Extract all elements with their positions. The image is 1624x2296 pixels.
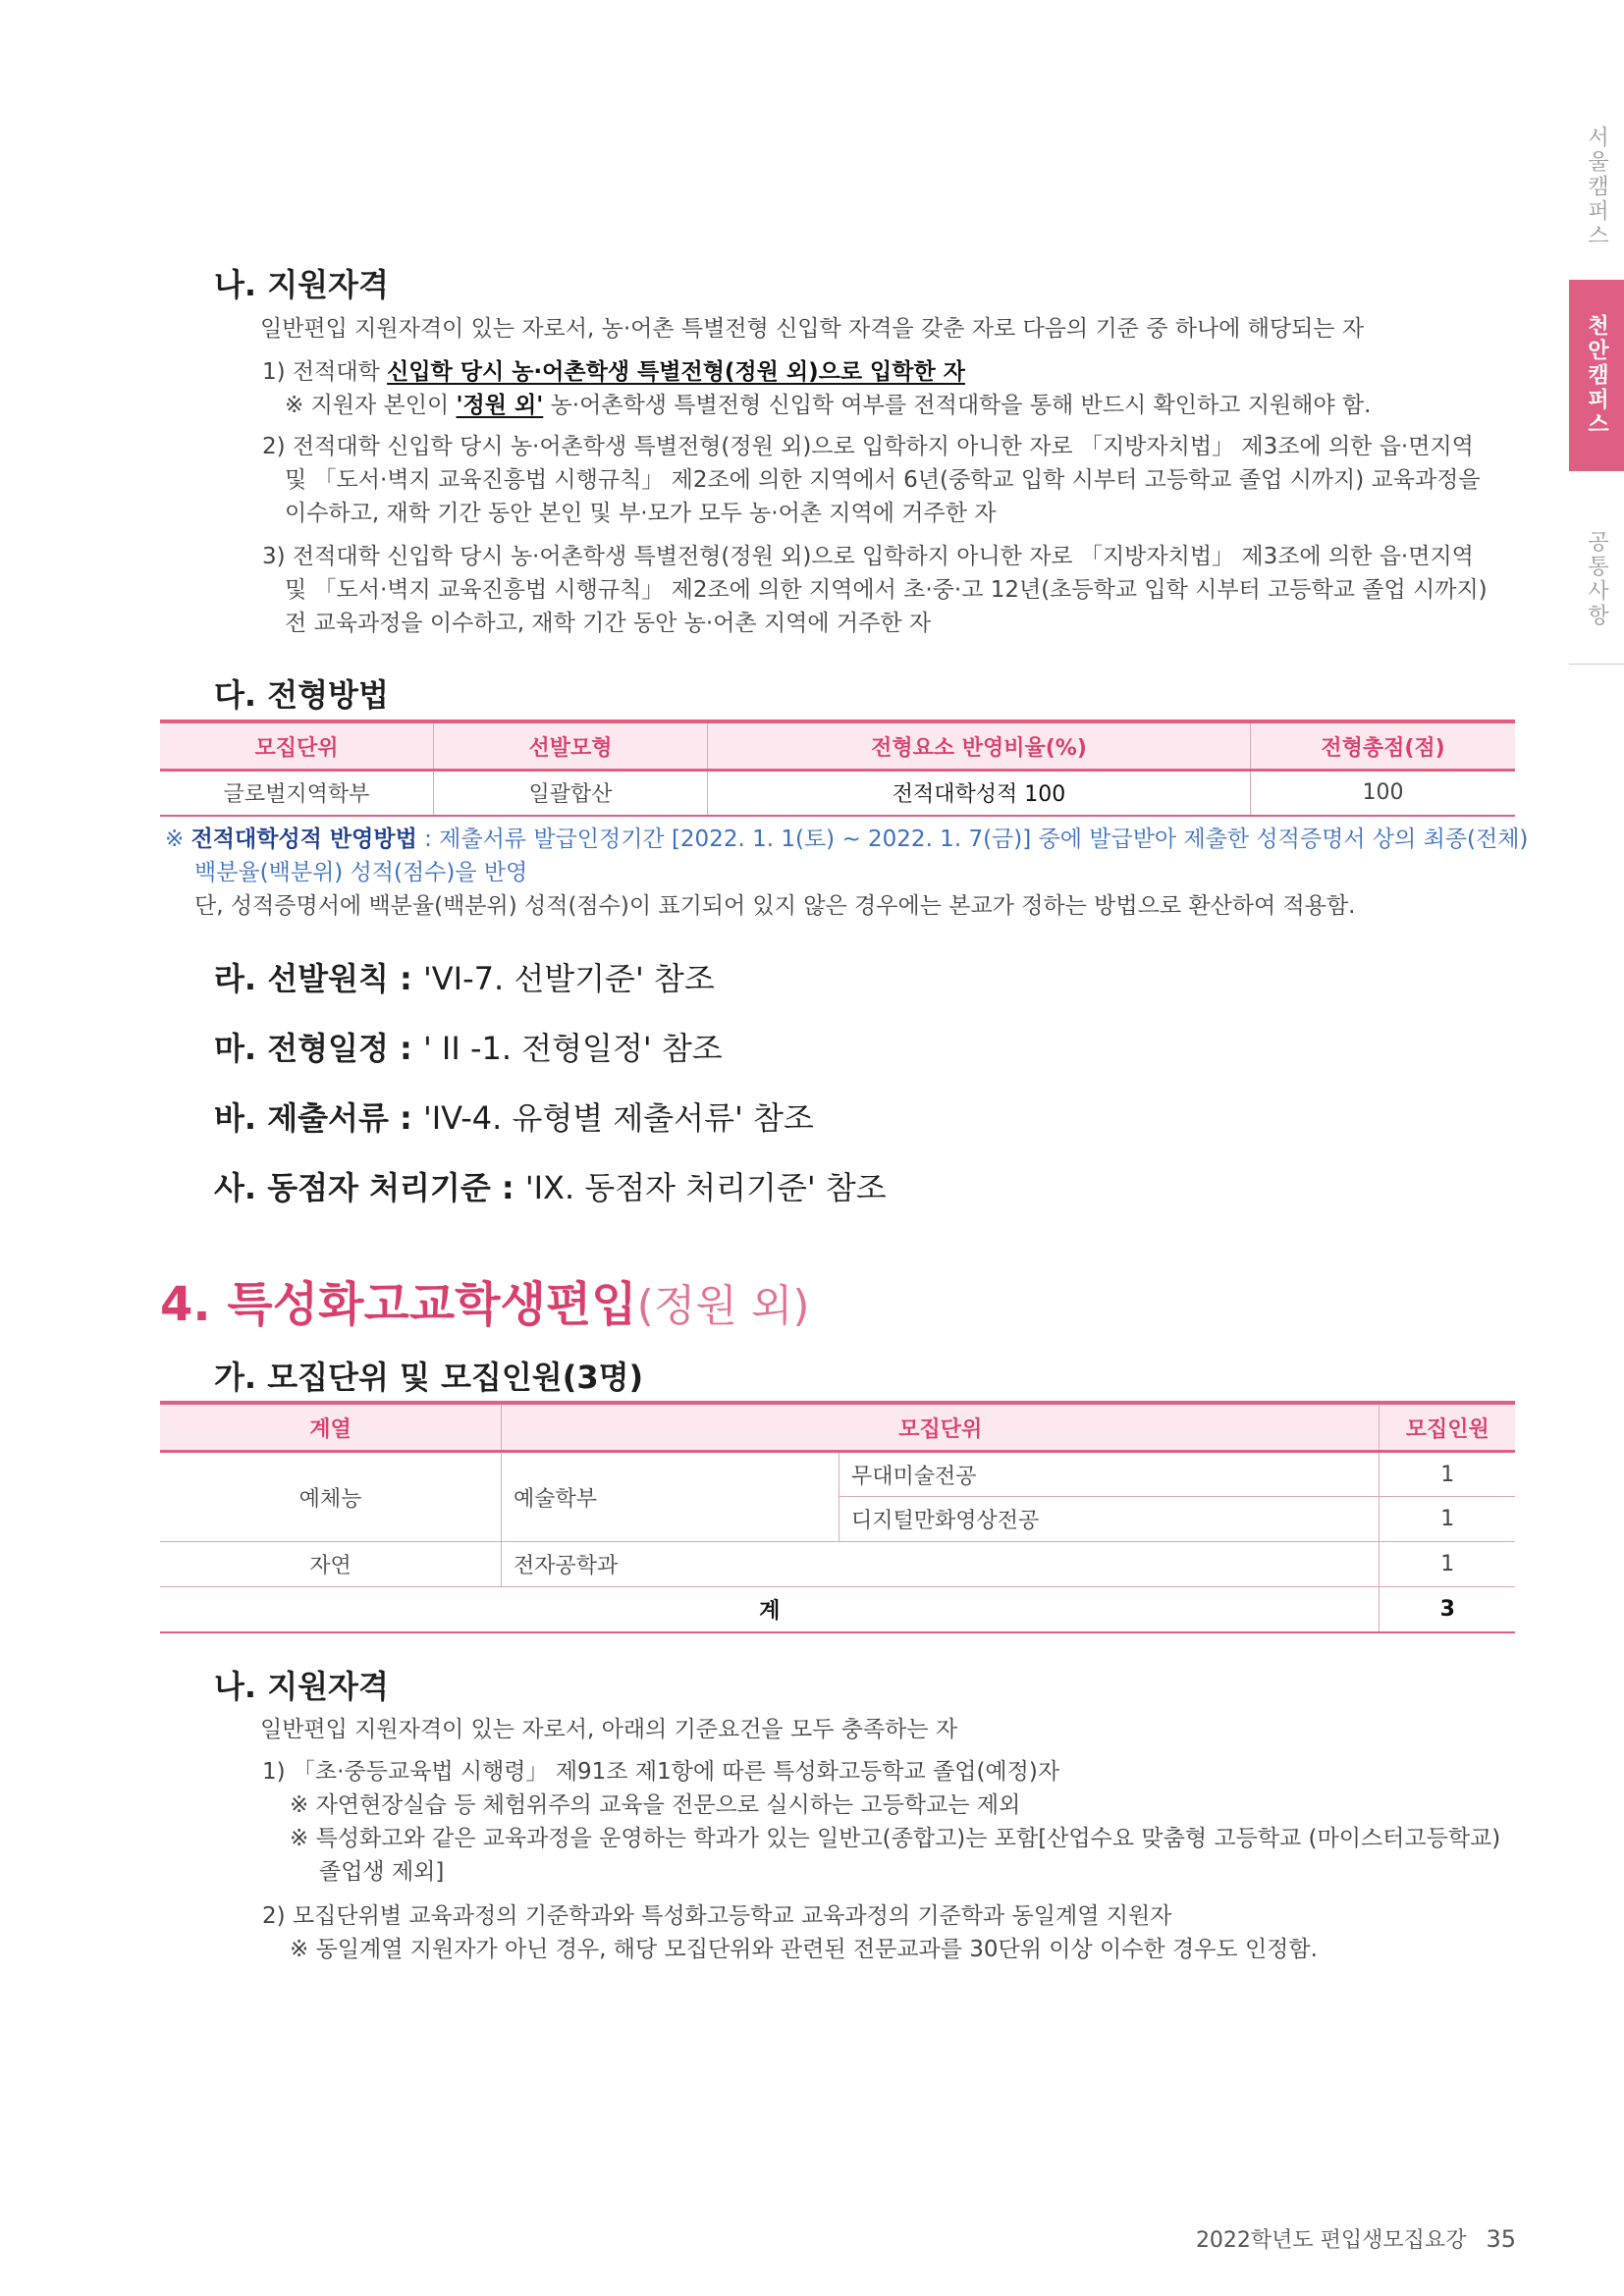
ref-link[interactable]: ' II -1. 전형일정' 참조 xyxy=(422,1030,723,1067)
title-text: 4. 특성화고교학생편입 xyxy=(160,1277,637,1332)
page-number: 35 xyxy=(1486,2225,1516,2253)
side-tab-label: 천안캠퍼스 xyxy=(1584,314,1609,437)
item-emphasis: 신입학 당시 농·어촌학생 특별전형(정원 외)으로 입학한 자 xyxy=(387,359,965,385)
section-4-title xyxy=(160,1266,810,1334)
side-tab-label: 공통사항 xyxy=(1584,530,1609,628)
table-header: 전형요소 반영비율(%) xyxy=(708,721,1251,771)
side-tab-cheonan[interactable] xyxy=(1569,280,1624,471)
table-header: 모집인원 xyxy=(1380,1403,1515,1452)
qualification-2-intro: 일반편입 지원자격이 있는 자로서, 아래의 기준요건을 모두 충족하는 자 xyxy=(260,1717,958,1742)
selection-method-table xyxy=(160,720,1515,817)
table-header: 선발모형 xyxy=(434,721,708,771)
note-emphasis: '정원 외' xyxy=(456,393,544,418)
section-heading-recruitment-units: 가. 모집단위 및 모집인원(3명) xyxy=(214,1359,644,1396)
ref-selection-principle xyxy=(214,954,715,999)
qualification-item-2-line-3: 이수하고, 재학 기간 동안 본인 및 부·모가 모두 농·어촌 지역에 거주한 자 xyxy=(285,501,997,526)
title-sub: (정원 외) xyxy=(636,1281,810,1331)
ref-link[interactable]: 'IV-4. 유형별 제출서류' 참조 xyxy=(422,1099,814,1137)
table-header: 모집단위 xyxy=(502,1403,1380,1452)
table-cell: 100 xyxy=(1251,771,1516,816)
side-tab-label: 서울캠퍼스 xyxy=(1584,125,1609,248)
table-total-value: 3 xyxy=(1380,1587,1515,1632)
table-cell-major: 무대미술전공 xyxy=(839,1452,1380,1497)
side-tab-common[interactable] xyxy=(1569,510,1624,648)
table-cell: 일괄합산 xyxy=(434,771,708,816)
footer-title: 2022학년도 편입생모집요강 xyxy=(1195,2228,1467,2253)
table-cell: 전적대학성적 100 xyxy=(708,771,1251,816)
qualification-item-2-line-1: 2) 전적대학 신입학 당시 농·어촌학생 특별전형(정원 외)으로 입학하지 아니한 자로 「지방자치법」 제3조에 의한 읍·면지역 xyxy=(262,434,1474,459)
qualification-2-note-1: ※ 자연현장실습 등 체험위주의 교육을 전문으로 실시하는 고등학교는 제외 xyxy=(290,1792,1021,1818)
side-divider xyxy=(1569,664,1624,665)
qualification-item-2-line-2: 및 「도서·벽지 교육진흥법 시행규칙」 제2조에 의한 지역에서 6년(중학교 입학 시부터 고등학교 졸업 시까지) 교육과정을 xyxy=(285,467,1481,493)
note-title: 전적대학성적 반영방법 xyxy=(190,827,417,852)
table-cell-count: 1 xyxy=(1380,1497,1515,1542)
qualification-item-3-line-2: 및 「도서·벽지 교육진흥법 시행규칙」 제2조에 의한 지역에서 초·중·고 12년(초등학교 입학 시부터 고등학교 졸업 시까지) xyxy=(285,577,1488,603)
note-text: : 제출서류 발급인정기간 [2022. 1. 1(토) ~ 2022. 1. 7(금)] 중에 발급받아 제출한 성적증명서 상의 최종(전체) xyxy=(416,827,1529,852)
table-cell-field: 자연 xyxy=(160,1542,502,1587)
ref-link[interactable]: 'VI-7. 선발기준' 참조 xyxy=(422,960,715,997)
qualification-item-1 xyxy=(262,355,965,389)
qualification-2-item-2: 2) 모집단위별 교육과정의 기준학과와 특성화고등학교 교육과정의 기준학과 동일계열 지원자 xyxy=(262,1903,1172,1929)
ref-label: 바. 제출서류 : xyxy=(214,1099,423,1137)
table-cell-count: 1 xyxy=(1380,1452,1515,1497)
ref-tie-break xyxy=(214,1163,887,1208)
ref-label: 라. 선발원칙 : xyxy=(214,960,423,997)
recruitment-table xyxy=(160,1401,1515,1633)
section-heading-qualification-2: 나. 지원자격 xyxy=(214,1668,389,1705)
grade-reflection-note-line-3: 단, 성적증명서에 백분율(백분위) 성적(점수)이 표기되어 있지 않은 경우에는 본교가 정하는 방법으로 환산하여 적용함. xyxy=(194,893,1356,919)
table-cell-field: 예체능 xyxy=(160,1452,502,1542)
ref-schedule xyxy=(214,1024,723,1069)
table-cell-dept: 전자공학과 xyxy=(502,1542,1380,1587)
section-heading-selection-method: 다. 전형방법 xyxy=(214,676,389,714)
table-total-label: 계 xyxy=(160,1587,1380,1632)
qualification-intro: 일반편입 지원자격이 있는 자로서, 농·어촌 특별전형 신입학 자격을 갖춘 자로 다음의 기준 중 하나에 해당되는 자 xyxy=(260,316,1365,342)
section-heading-qualification: 나. 지원자격 xyxy=(214,266,389,303)
table-cell-count: 1 xyxy=(1380,1542,1515,1587)
qualification-item-3-line-3: 전 교육과정을 이수하고, 재학 기간 동안 농·어촌 지역에 거주한 자 xyxy=(285,611,932,636)
qualification-2-item-1: 1) 「초·중등교육법 시행령」 제91조 제1항에 따른 특성화고등학교 졸업(예정)자 xyxy=(262,1759,1060,1785)
grade-reflection-note-line-1 xyxy=(165,823,1528,856)
table-cell: 글로벌지역학부 xyxy=(160,771,434,816)
note-text: ※ 지원자 본인이 xyxy=(285,393,457,418)
table-header: 계열 xyxy=(160,1403,502,1452)
qualification-item-3-line-1: 3) 전적대학 신입학 당시 농·어촌학생 특별전형(정원 외)으로 입학하지 아니한 자로 「지방자치법」 제3조에 의한 읍·면지역 xyxy=(262,544,1474,569)
qualification-2-note-2-line-2: 졸업생 제외] xyxy=(319,1859,445,1885)
table-header: 모집단위 xyxy=(160,721,434,771)
grade-reflection-note-line-2: 백분율(백분위) 성적(점수)을 반영 xyxy=(194,860,528,885)
table-cell-major: 디지털만화영상전공 xyxy=(839,1497,1380,1542)
ref-link[interactable]: 'IX. 동점자 처리기준' 참조 xyxy=(524,1169,887,1206)
side-tab-seoul[interactable] xyxy=(1569,108,1624,265)
ref-label: 마. 전형일정 : xyxy=(214,1030,423,1067)
item-text: 1) 전적대학 xyxy=(262,359,388,385)
note-text: 농·어촌학생 특별전형 신입학 여부를 전적대학을 통해 반드시 확인하고 지원해야 함. xyxy=(543,393,1372,418)
ref-documents xyxy=(214,1094,814,1139)
ref-label: 사. 동점자 처리기준 : xyxy=(214,1169,525,1206)
table-header: 전형총점(점) xyxy=(1251,721,1516,771)
qualification-note-1 xyxy=(285,389,1371,422)
table-cell-dept: 예술학부 xyxy=(502,1452,839,1542)
qualification-2-note-2-line-1: ※ 특성화고와 같은 교육과정을 운영하는 학과가 있는 일반고(종합고)는 포함[산업수요 맞춤형 고등학교 (마이스터고등학교) xyxy=(290,1826,1501,1851)
note-mark: ※ xyxy=(165,827,191,852)
page-footer xyxy=(1196,2223,1516,2254)
qualification-2-note-3: ※ 동일계열 지원자가 아닌 경우, 해당 모집단위와 관련된 전문교과를 30단위 이상 이수한 경우도 인정함. xyxy=(290,1937,1318,1962)
